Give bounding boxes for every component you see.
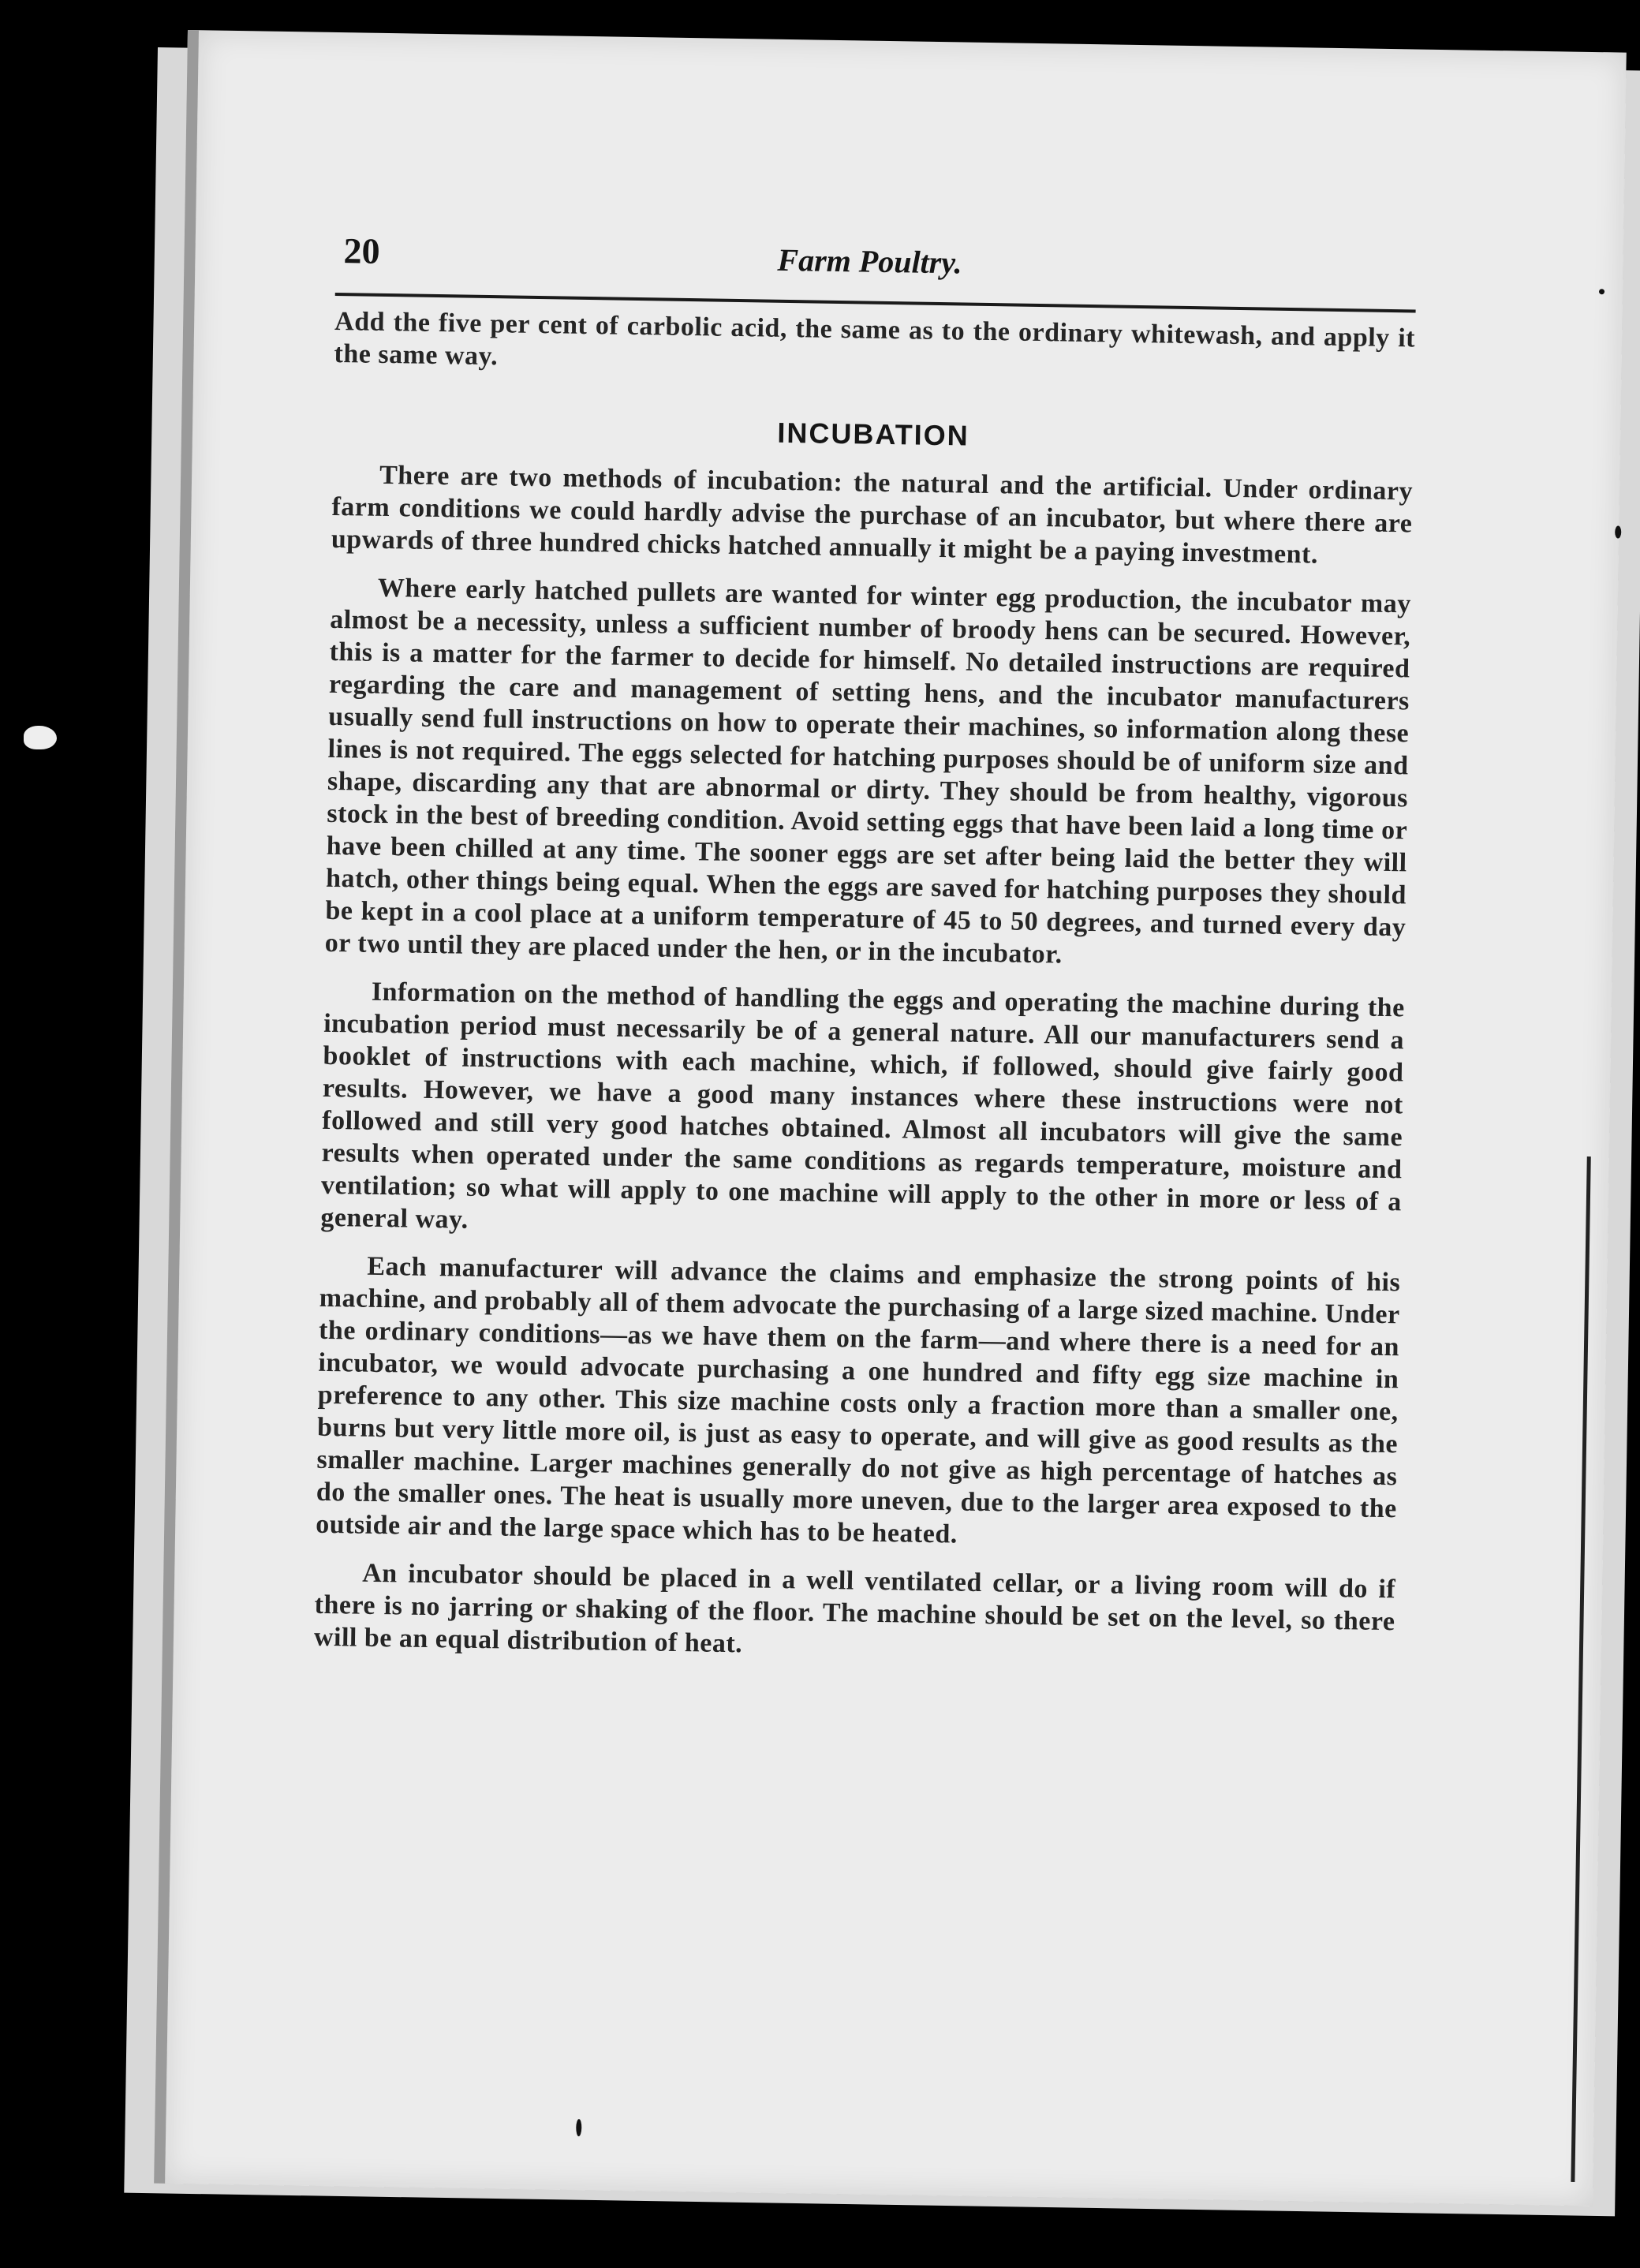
section-heading: INCUBATION bbox=[777, 416, 970, 452]
paragraph: Information on the method of handling the eggs and operating the machine during the incubation period must necessarily be of a general nature. All our manufacturers send a booklet of instructions with each machine, which, if followed, should give fairly good results. However, we have a good many instances where these instructions were not followed and still very good hatches obtained. Almost all incubators will give the same results when operated under the same conditions as regards temperature, moisture and ventilation; so what will apply to one machine will apply to the other in more or less of a general way. bbox=[320, 977, 1406, 1235]
paragraph: There are two methods of incubation: the natural and the artificial. Under ordinary farm conditions we could hardly advise the purchase of an incubator, but where there are upwards of three hundred chicks hatched annually it might be a paying investment. bbox=[331, 460, 1414, 570]
book-page bbox=[154, 30, 1627, 2206]
page-edge-line bbox=[1571, 1156, 1590, 2182]
intro-paragraph: Add the five per cent of carbolic acid, the same as to the ordinary whitewash, and apply it the same way. bbox=[334, 306, 1416, 372]
page-number: 20 bbox=[343, 230, 381, 271]
paragraph: Where early hatched pullets are wanted for winter egg production, the incubator may almost be a necessity, unless a sufficient number of broody hens can be secured. However, this is a matter for the farmer to decide for himself. No detailed instructions are required regarding the care and management of setting hens, and the incubator manufacturers usually send full instructions on how to operate their machines, so information along these lines is not required. The eggs selected for hatching purposes should be of uniform size and shape, discarding any that are abnormal or dirty. They should be from healthy, vigorous stock in the best of breeding condition. Avoid setting eggs that have been laid a long time or have been chilled at any time. The sooner eggs are set after being laid the better they will hatch, other things being equal. When the eggs are saved for hatching purposes they should be kept in a cool place at a uniform temperature of 45 to 50 degrees, and turned every day or two until they are placed under the hen, or in the incubator. bbox=[324, 573, 1412, 970]
page-content bbox=[314, 230, 1417, 1670]
page-header bbox=[335, 230, 1417, 313]
paragraph: An incubator should be placed in a well ventilated cellar, or a living room will do if there is no jarring or shaking of the floor. The machine should be set on the level, so there will be an equal distribution of heat. bbox=[313, 1558, 1396, 1659]
scan-artifact bbox=[24, 726, 57, 749]
paragraph: Each manufacturer will advance the claims and emphasize the strong points of his machine, and probably all of them advocate the purchasing of a large sized machine. Under the ordinary conditions—as we have them on the farm—and where there is a need for an incubator, we would advocate purchasing a one hundred and fifty egg size machine in preference to any other. This size machine costs only a fraction more than a smaller one, burns but very little more oil, is just as easy to operate, and will give as good results as the smaller machine. Larger machines generally do not give as high percentage of hatches as do the smaller ones. The heat is usually more uneven, due to the larger area exposed to the outside air and the large space which has to be heated. bbox=[315, 1251, 1401, 1549]
scan-speck bbox=[576, 2119, 581, 2136]
running-title: Farm Poultry. bbox=[777, 241, 962, 281]
scan-speck bbox=[1599, 289, 1605, 294]
